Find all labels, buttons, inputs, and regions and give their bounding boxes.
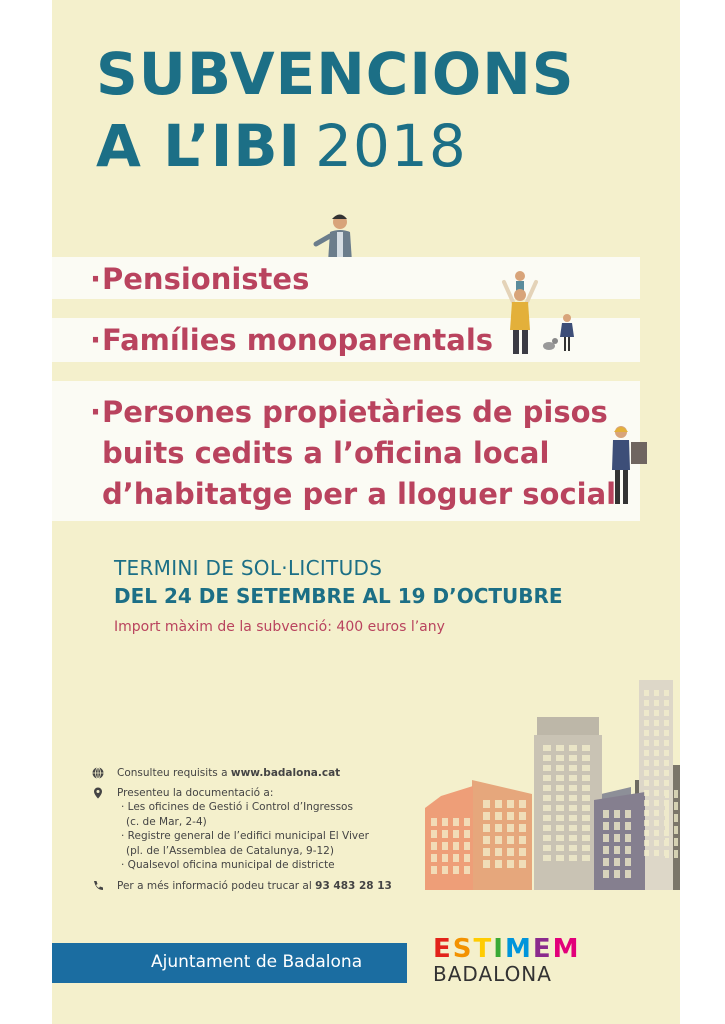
bullet-text-line2: buits cedits a l’oficina local	[102, 436, 550, 470]
ajuntament-bar	[52, 943, 407, 983]
present-label: Presenteu la documentació a:	[117, 786, 274, 799]
consult-link[interactable]: www.badalona.cat	[230, 767, 341, 779]
poster	[52, 0, 680, 1024]
info-consult	[88, 766, 392, 781]
estimem-badalona-logo	[433, 934, 580, 986]
bullet-text-line3: d’habitatge per a lloguer social	[102, 477, 617, 511]
bullet-text: Pensionistes	[102, 262, 310, 296]
place-line: (c. de Mar, 2-4)	[126, 815, 207, 828]
deadline-label: TERMINI DE SOL·LICITUDS	[114, 556, 383, 580]
estimem-letter: I	[493, 934, 505, 964]
info-block	[88, 766, 392, 893]
bullet-pensionistes	[90, 259, 309, 300]
bullet-propietaries	[90, 392, 616, 515]
city-illustration	[407, 670, 680, 890]
family-illustration	[500, 270, 580, 360]
estimem-letter: M	[552, 934, 581, 964]
max-amount: Import màxim de la subvenció: 400 euros l’any	[114, 619, 445, 635]
bullet-text-line1: Persones propietàries de pisos	[102, 395, 608, 429]
phone-prefix: Per a més informació podeu trucar al	[117, 879, 316, 892]
info-phone	[88, 879, 392, 894]
estimem-badalona: BADALONA	[433, 962, 552, 986]
bullet-text: Famílies monoparentals	[102, 323, 494, 357]
bullet-families	[90, 320, 493, 361]
deadline-dates: DEL 24 DE SETEMBRE AL 19 D’OCTUBRE	[114, 584, 563, 608]
estimem-letter: E	[433, 934, 453, 964]
bullet-dot: ·	[90, 323, 102, 357]
estimem-word	[433, 934, 580, 964]
estimem-letter: M	[504, 934, 533, 964]
deadline-block	[114, 554, 563, 640]
estimem-letter: E	[532, 934, 553, 964]
phone-number[interactable]: 93 483 28 13	[315, 879, 392, 892]
bullet-dot: ·	[90, 262, 102, 296]
place-line: · Qualsevol oficina municipal de districte	[121, 859, 335, 871]
location-pin-icon	[92, 787, 104, 799]
place-line: · Les oficines de Gestió i Control d’Ingressos	[121, 801, 353, 813]
place-line: (pl. de l’Assemblea de Catalunya, 9-12)	[126, 844, 334, 857]
estimem-letter: T	[473, 934, 494, 964]
title-line2	[96, 112, 467, 180]
estimem-letter: S	[452, 934, 474, 964]
bullet-dot: ·	[90, 395, 102, 429]
phone-icon	[92, 880, 104, 892]
ajuntament-label: Ajuntament de Badalona	[151, 952, 363, 972]
title-year: 2018	[315, 112, 467, 180]
globe-icon	[92, 767, 104, 779]
title-ibi: A L’IBI	[96, 112, 302, 180]
place-line: · Registre general de l’edifici municipal El Viver	[121, 830, 369, 842]
info-present	[88, 786, 392, 801]
consult-prefix: Consulteu requisits a	[117, 767, 231, 779]
title-line1: SUBVENCIONS	[96, 40, 575, 108]
